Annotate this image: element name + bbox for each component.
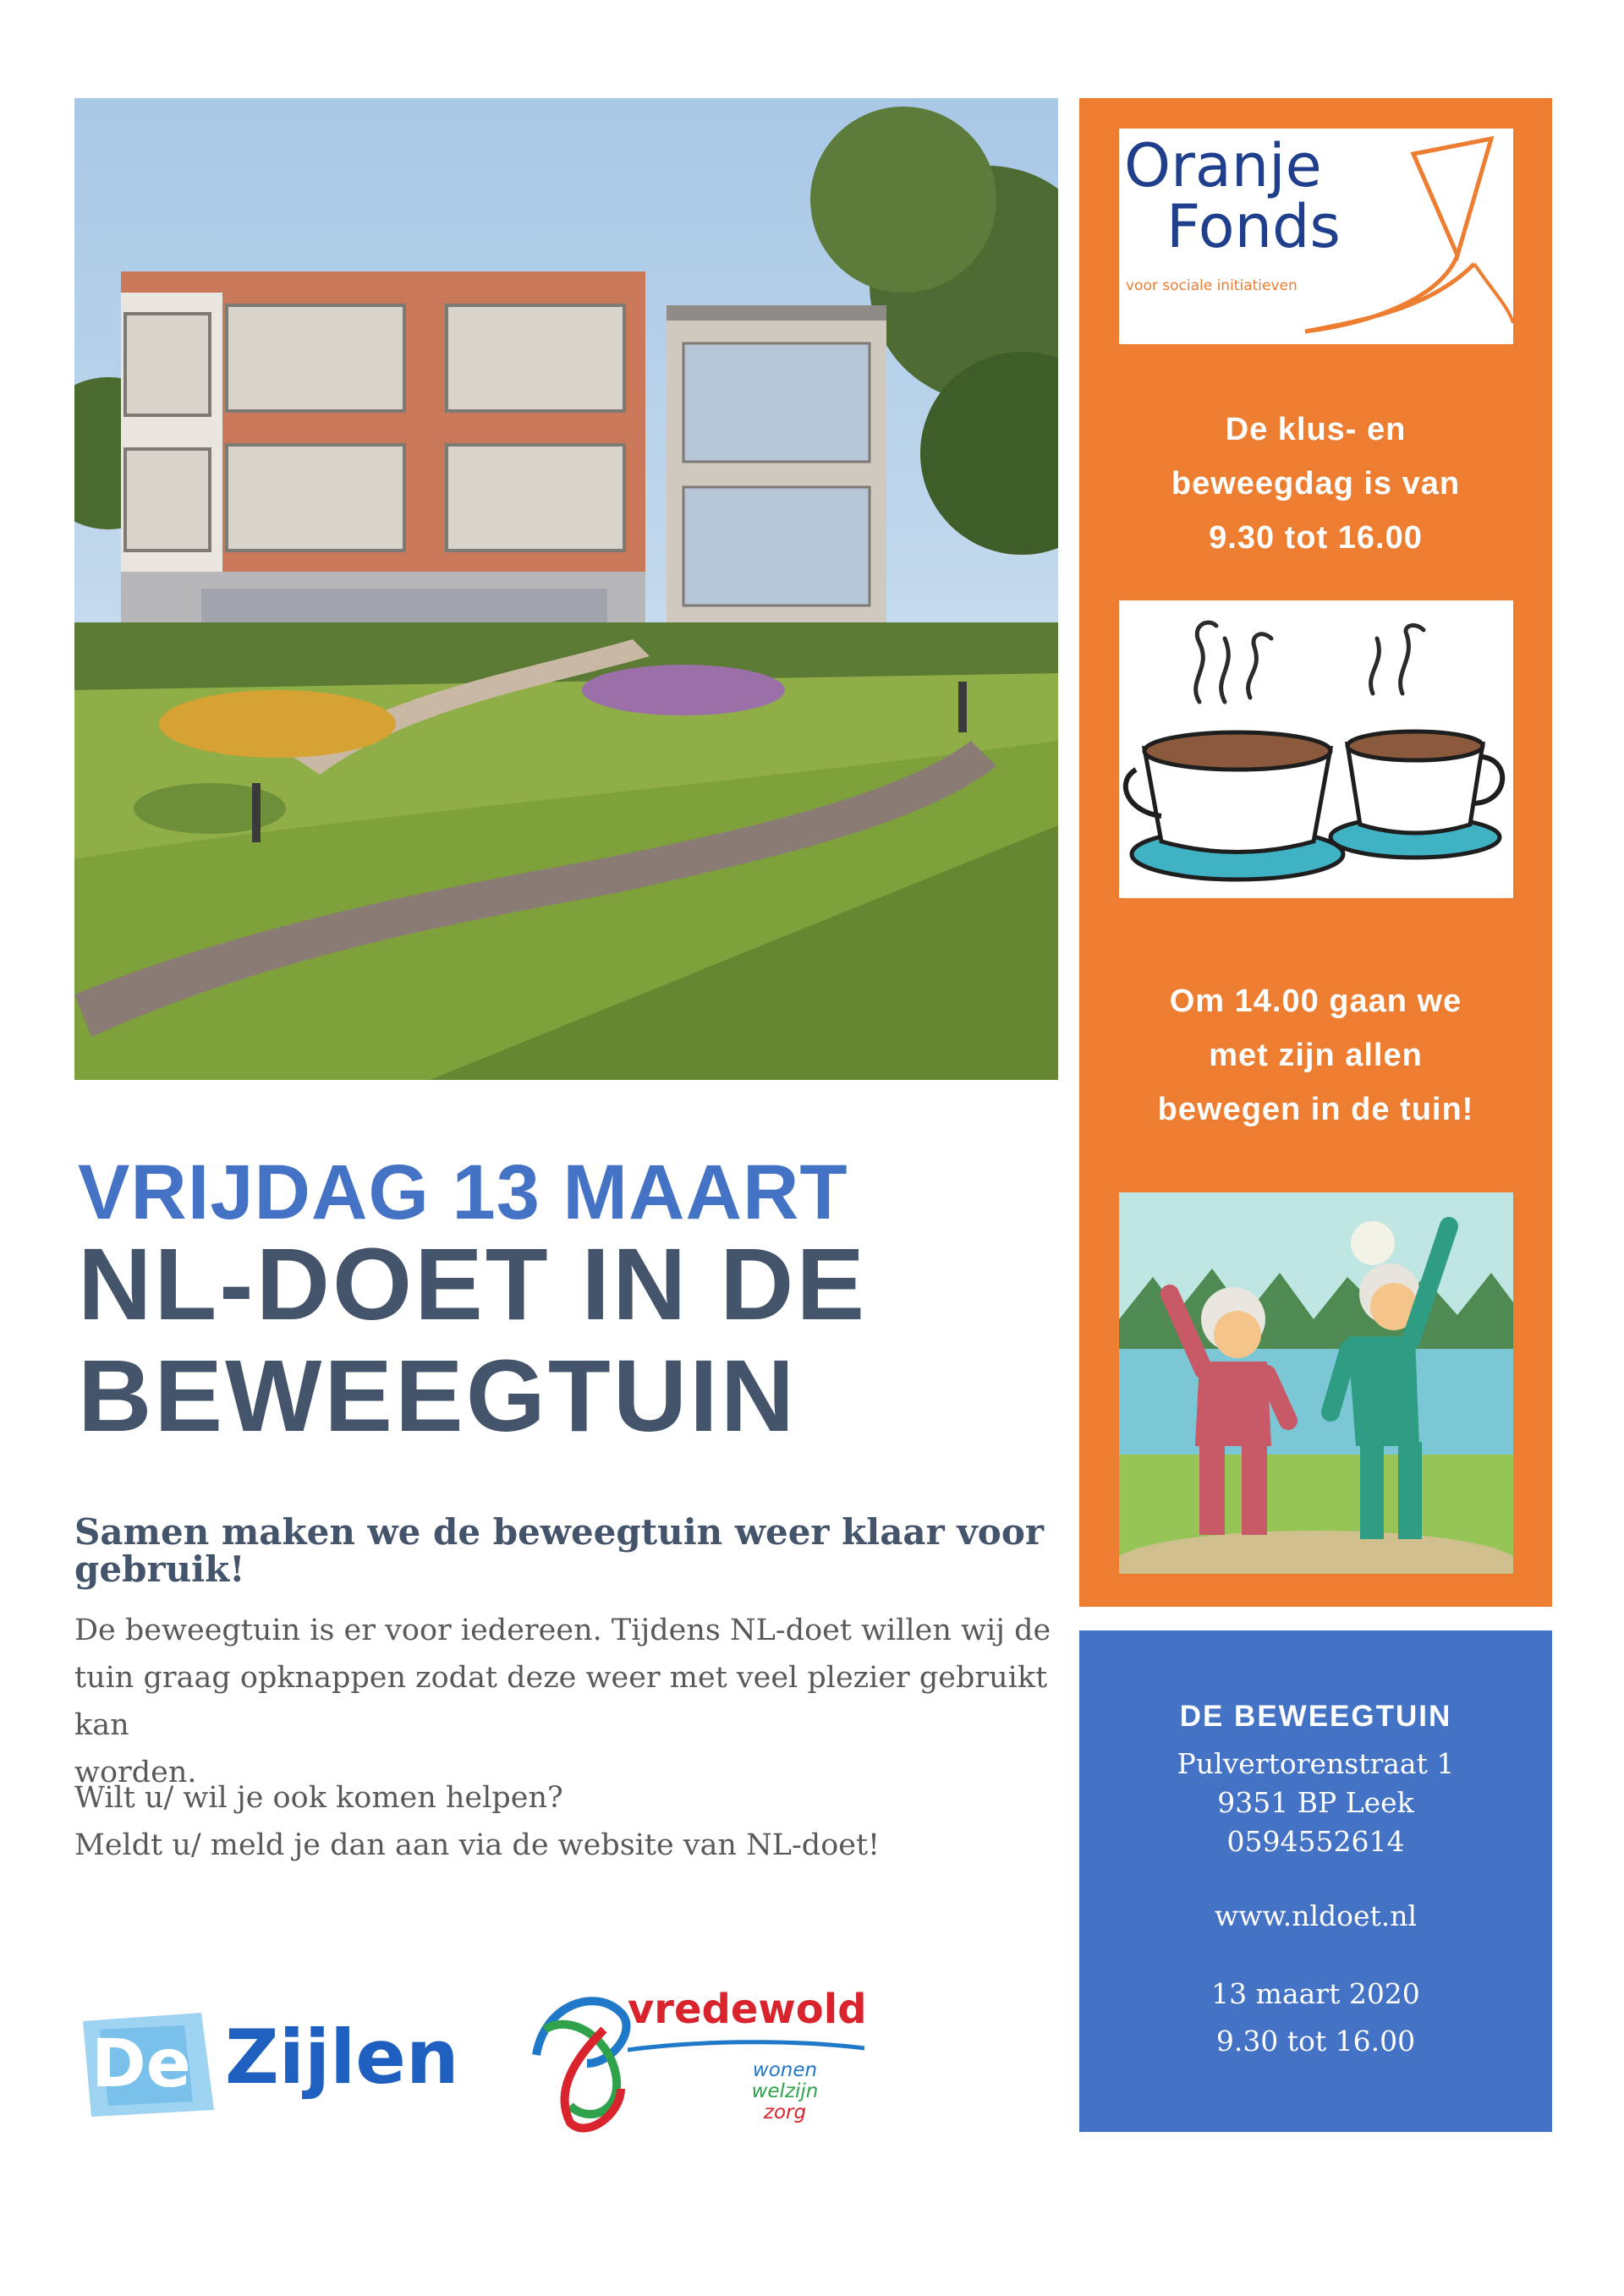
venue-info-box — [1079, 1630, 1552, 2132]
vredewold-name: vredewold — [628, 1986, 867, 2033]
zijlen-name: Zijlen — [225, 2014, 459, 2101]
orange-sidebar — [1079, 98, 1552, 1607]
oranje-fonds-logo — [1119, 129, 1513, 344]
page-title — [78, 1228, 867, 1451]
oranje-fonds-wordmark — [1124, 131, 1341, 261]
page-title-line: NL-DOET IN DE — [78, 1226, 868, 1341]
paragraph-line: Meldt u/ meld je dan aan via de website van NL-doet! — [74, 1828, 881, 1862]
venue-website: www.nldoet.nl — [1214, 1899, 1418, 1932]
vredewold-sub-welzijn: welzijn — [751, 2080, 819, 2102]
coffee-cups-illustration — [1119, 600, 1513, 898]
schedule-line: beweegdag is van — [1171, 466, 1461, 501]
paragraph-line: tuin graag opknappen zodat deze weer met veel plezier gebruikt kan — [74, 1661, 1048, 1742]
vredewold-sub-wonen: wonen — [752, 2059, 818, 2081]
zijlen-prefix: De — [91, 2026, 191, 2102]
paragraph-line: Wilt u/ wil je ook komen helpen? — [74, 1781, 563, 1815]
coffee-cup-icon — [1119, 600, 1513, 898]
schedule-text — [1079, 403, 1552, 565]
paragraph-line: De beweegtuin is er voor iedereen. Tijdens NL-doet willen wij de — [74, 1614, 1051, 1647]
exercising-seniors-illustration — [1119, 1192, 1513, 1574]
vredewold-logo — [519, 1979, 875, 2140]
activity-line: bewegen in de tuin! — [1157, 1092, 1474, 1127]
intro-paragraph — [74, 1607, 1073, 1796]
date-heading: VRIJDAG 13 MAART — [78, 1149, 848, 1236]
call-to-action-paragraph — [74, 1774, 1073, 1869]
venue-title: DE BEWEEGTUIN — [1179, 1700, 1452, 1733]
oranje-fonds-line1: Oranje — [1124, 131, 1322, 200]
venue-street: Pulvertorenstraat 1 — [1177, 1747, 1455, 1780]
activity-line: Om 14.00 gaan we — [1169, 984, 1462, 1019]
oranje-fonds-tagline: voor sociale initiatieven — [1126, 277, 1298, 294]
activity-text — [1079, 974, 1552, 1137]
event-date: 13 maart 2020 — [1211, 1977, 1420, 2010]
vredewold-sub-zorg: zorg — [763, 2101, 807, 2123]
schedule-line: 9.30 tot 16.00 — [1209, 520, 1423, 556]
page-title-line: BEWEEGTUIN — [78, 1338, 798, 1453]
paragraph-line: worden. — [74, 1756, 197, 1789]
de-zijlen-logo — [74, 2008, 472, 2118]
venue-postal-city: 9351 BP Leek — [1217, 1786, 1414, 1819]
venue-phone: 0594552614 — [1226, 1825, 1405, 1858]
vredewold-swoosh — [628, 2040, 864, 2057]
garden-photo — [74, 98, 1058, 1080]
event-time: 9.30 tot 16.00 — [1215, 2025, 1416, 2058]
subheading: Samen maken we de beweegtuin weer klaar voor gebruik! — [74, 1511, 1044, 1590]
oranje-fonds-line2: Fonds — [1166, 192, 1341, 261]
activity-line: met zijn allen — [1209, 1038, 1423, 1073]
schedule-line: De klus- en — [1225, 412, 1407, 447]
